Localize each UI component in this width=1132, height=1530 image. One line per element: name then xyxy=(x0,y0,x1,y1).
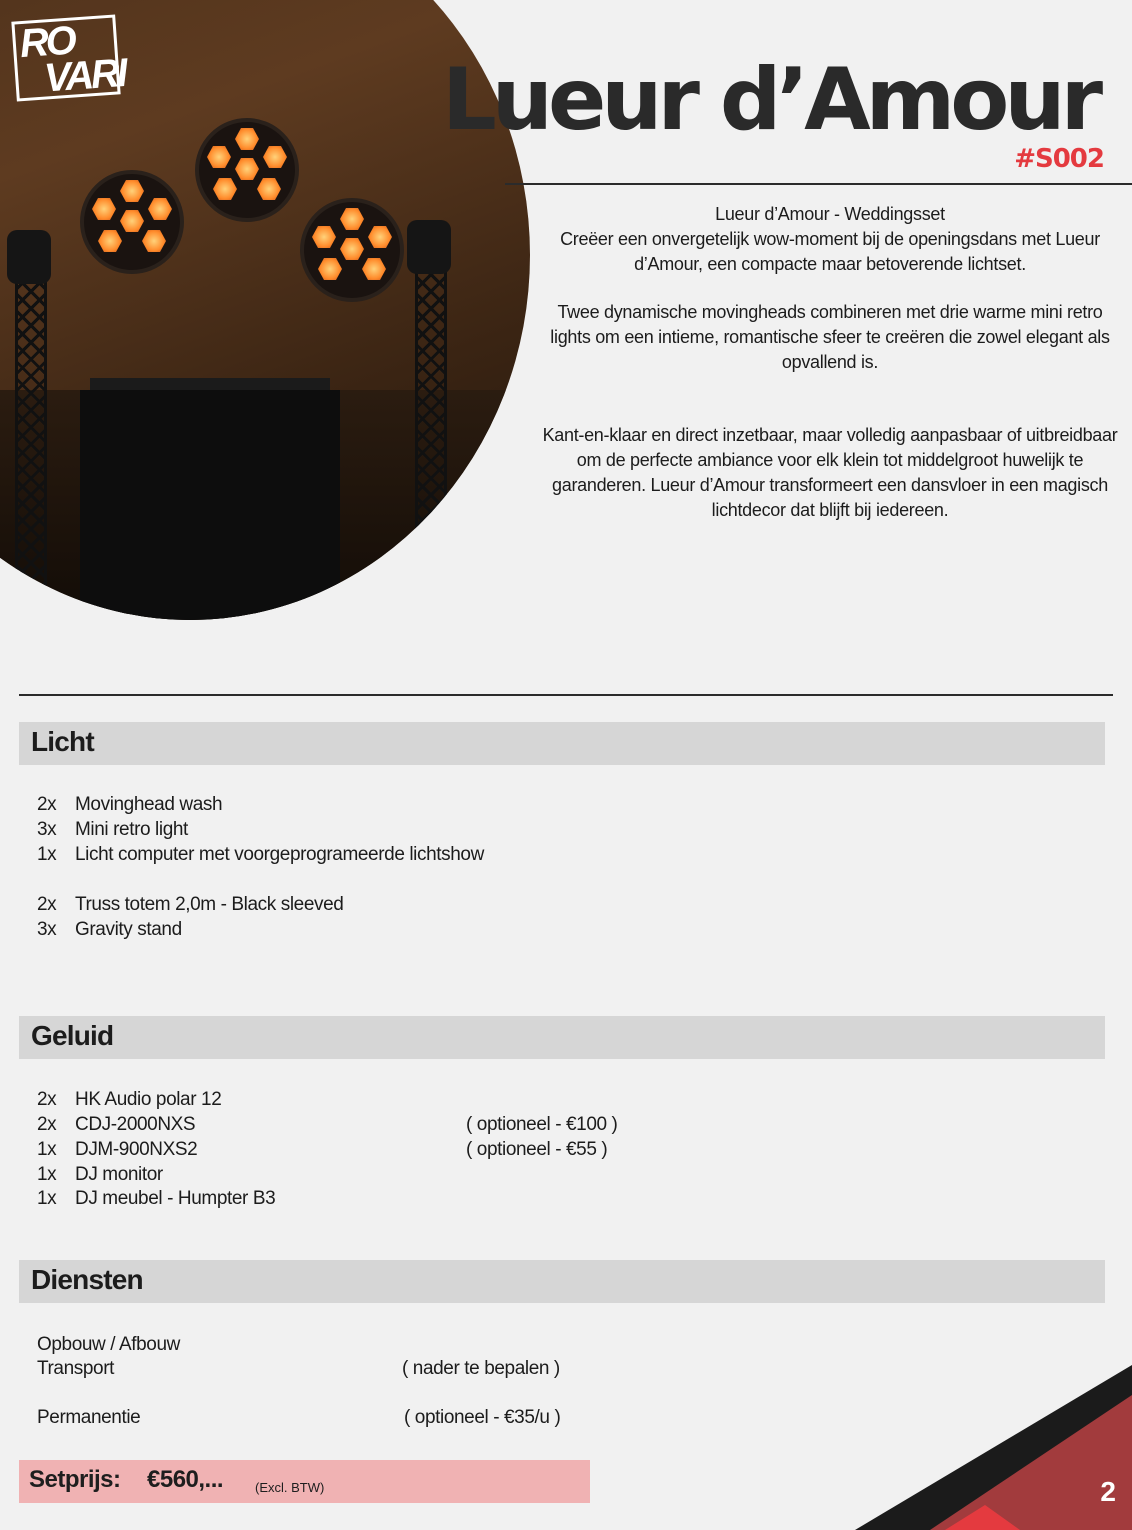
section-geluid-title: Geluid xyxy=(31,1020,114,1051)
movinghead-right xyxy=(407,220,451,274)
page-number: 2 xyxy=(1100,1476,1116,1507)
option-price: ( nader te bepalen ) xyxy=(402,1358,560,1379)
set-price-label: Setprijs: xyxy=(29,1466,121,1493)
truss-right xyxy=(415,260,447,620)
section-divider xyxy=(19,694,1113,696)
movinghead-left xyxy=(7,230,51,284)
section-licht-header xyxy=(19,722,1105,765)
section-diensten-title: Diensten xyxy=(31,1264,143,1295)
description-paragraph-2: Twee dynamische movingheads combineren met drie warme mini retro lights om een intieme, romantische sfeer te creëren die zowel elegant als opvallend is. xyxy=(550,302,1110,372)
retro-light-1 xyxy=(80,170,184,274)
option-price: ( optioneel - €100 ) xyxy=(466,1114,618,1135)
set-price-note: (Excl. BTW) xyxy=(255,1480,325,1495)
retro-light-3 xyxy=(300,198,404,302)
description-paragraph-1: Creëer een onvergetelijk wow-moment bij de openingsdans met Lueur d’Amour, een compacte maar betoverende lichtset. xyxy=(560,229,1100,274)
description-heading-block xyxy=(540,202,1120,277)
set-price-value: €560,... xyxy=(147,1466,224,1493)
description-paragraph-2-block xyxy=(540,300,1120,375)
truss-left xyxy=(15,260,47,620)
product-code: #S002 xyxy=(1014,144,1104,174)
dj-booth xyxy=(80,390,340,620)
description-paragraph-3-block xyxy=(540,423,1120,523)
section-licht-title: Licht xyxy=(31,726,94,757)
page-title: Lueur d’Amour xyxy=(441,50,1098,150)
header-divider xyxy=(505,183,1132,185)
option-price: ( optioneel - €35/u ) xyxy=(404,1407,561,1428)
rovari-logo: RO VARI xyxy=(11,14,120,101)
description-paragraph-3: Kant-en-klaar en direct inzetbaar, maar volledig aanpasbaar of uitbreidbaar om de perfecte ambiance voor elk klein tot middelgroot huwelijk te garanderen. Lueur d’Amour transformeert een dansvloer in een magisch lichtdecor dat blijft bij iedereen. xyxy=(542,425,1118,520)
section-geluid-header xyxy=(19,1016,1105,1059)
description-heading: Lueur d’Amour - Weddingsset xyxy=(715,204,945,224)
option-price: ( optioneel - €55 ) xyxy=(466,1139,608,1160)
section-diensten-header xyxy=(19,1260,1105,1303)
retro-light-2 xyxy=(195,118,299,222)
set-price-bar xyxy=(19,1460,590,1503)
